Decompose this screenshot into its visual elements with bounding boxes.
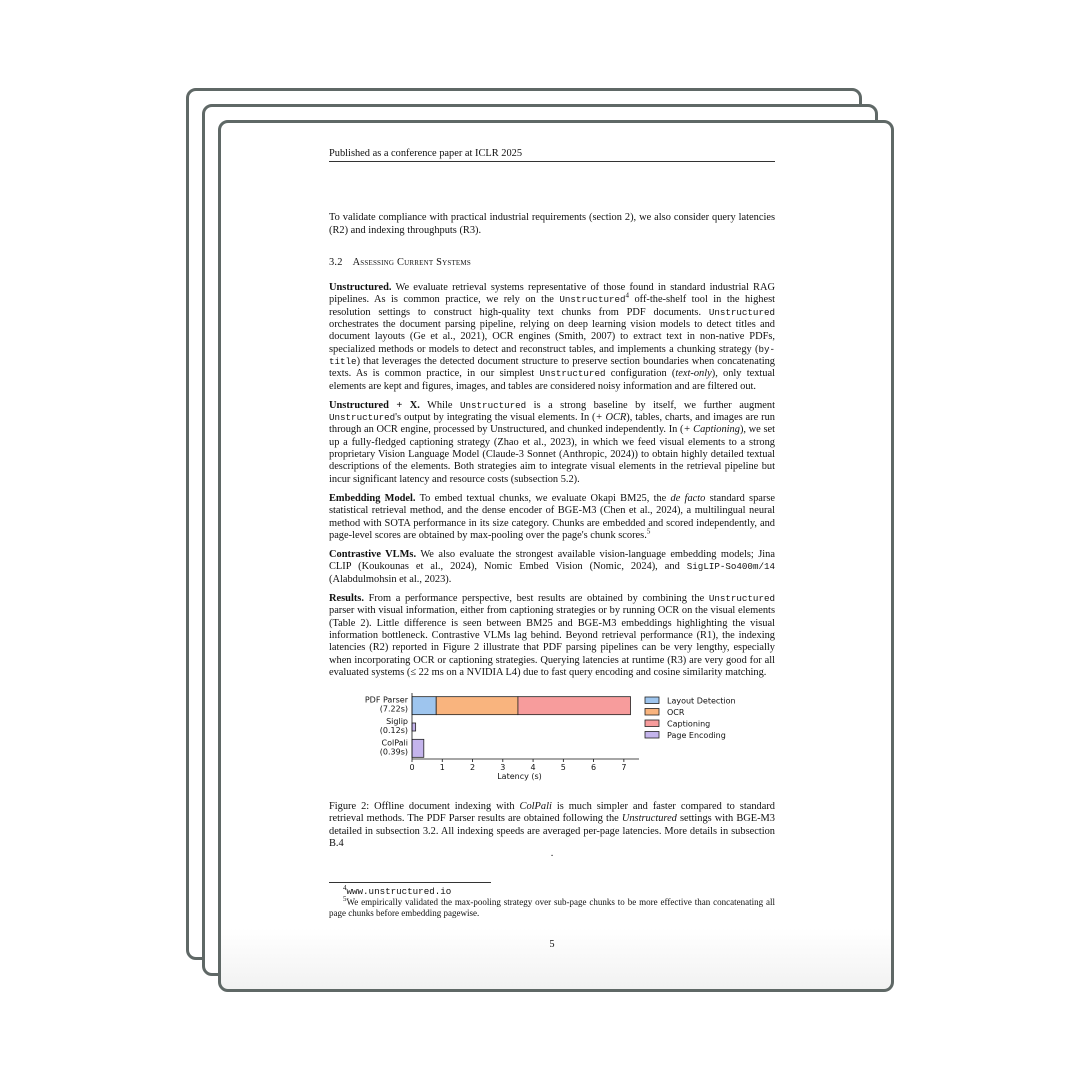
section-title: Assessing Current Systems	[352, 256, 471, 268]
legend-swatch-3	[645, 732, 659, 739]
stray-dot: .	[550, 848, 554, 860]
bar-page-encoding-2	[412, 739, 424, 757]
latency-bar-chart	[329, 693, 775, 793]
category-label-2-1: (0.39s)	[379, 747, 408, 757]
footnote-5: $^5$We empirically validated the max-pooling strategy over sub-page chunks to be more effective than concatenating all page chunks before embedding pagewise.	[329, 895, 775, 919]
category-label-1-0: Siglip	[386, 717, 408, 727]
paragraph-results: Results. From a performance perspective, best results are obtained by combining the Unstructured parser with visual information, either from captioning strategies or by running OCR on the visual elements (Table 2). Little difference is seen between BM25 and BGE-M3 embeddings highlighting the visual information bottleneck. Contrastive VLMs lag behind. Beyond retrieval performance (R1), the indexing latencies (R2) reported in Figure 2 illustrate that PDF parsing pipelines can be very lengthy, especially when incorporating OCR or captioning strategies. Querying latencies at runtime (R3) are very good for all evaluated systems (≤ 22 ms on a NVIDIA L4) due to fast query encoding and cosine similarity matching.	[329, 593, 775, 678]
bar-layout-detection-0	[412, 697, 436, 715]
x-tick-label-0: 0	[409, 763, 415, 773]
section-number: 3.2	[329, 256, 343, 268]
legend-label-1: OCR	[667, 708, 685, 718]
bar-captioning-0	[518, 697, 631, 715]
paragraph-unstructured: Unstructured. We evaluate retrieval systems representative of those found in standard industrial RAG pipelines. As is common practice, we rely on the Unstructured$^4$ off-the-shelf tool in the highest resolution settings to construct high-quality text chunks from PDF documents. Unstructured orchestrates the document parsing pipeline, relying on deep learning vision models to detect titles and document layouts (Ge et al., 2021), OCR engines (Smith, 2007) to extract text in non-native PDFs, specialized methods or models to detect and reconstruct tables, and implements a chunking strategy (by-title) that leverages the detected document structure to preserve section boundaries when concatenating texts. As is common practice, in our simplest Unstructured configuration (text-only), only textual elements are kept and figures, images, and tables are considered noisy information and are filtered out.	[329, 282, 776, 392]
paragraph-unstructured-x: Unstructured + X. While Unstructured is a strong baseline by itself, we further augment Unstructured's output by integrating the visual elements. In (+ OCR), tables, charts, and images are run through an OCR engine, processed by Unstructured, and chunked independently. In (+ Captioning), we set up a fully-fledged captioning strategy (Zhao et al., 2023), in which we feed visual elements to a strong proprietary Vision Language Model (Claude-3 Sonnet (Anthropic, 2024)) to obtain highly detailed textual descriptions of the elements. Both strategies aim to integrate visual elements in the retrieval pipeline but incur significant latency and resource costs (subsection 5.2).	[329, 399, 776, 485]
category-label-0-0: PDF Parser	[364, 695, 408, 705]
footnote-ref: 5	[646, 527, 651, 536]
bar-page-encoding-1	[412, 723, 416, 731]
legend-swatch-2	[645, 720, 659, 727]
legend-swatch-0	[645, 697, 659, 704]
figure-2-chart	[329, 693, 775, 793]
legend-label-2: Captioning	[667, 719, 711, 729]
page-number: 5	[549, 939, 555, 951]
legend-label-3: Page Encoding	[667, 731, 726, 741]
category-label-0-1: (7.22s)	[379, 704, 408, 714]
category-label-1-1: (0.12s)	[379, 726, 408, 736]
paragraph-heading: Unstructured.	[329, 282, 392, 294]
figure-caption: Figure 2: Offline document indexing with ColPali is much simpler and faster compared to standard retrieval methods. The PDF Parser results are obtained following the Unstructured settings with BGE-M3 detailed in subsection 3.2. All indexing speeds are averaged per-page latencies. More details in subsection B.4	[329, 801, 775, 849]
category-label-2-0: ColPali	[381, 738, 408, 748]
x-tick-label-3: 3	[500, 763, 506, 773]
paragraph-heading: Contrastive VLMs.	[329, 549, 417, 561]
paragraph-contrastive-vlms: Contrastive VLMs. We also evaluate the strongest available vision-language embedding models; Jina CLIP (Koukounas et al., 2024), Nomic Embed Vision (Nomic, 2024), and SigLIP-So400m/14 (Alabdulmohsin et al., 2023).	[329, 549, 775, 585]
x-tick-label-1: 1	[439, 763, 445, 773]
paragraph-heading: Embedding Model.	[329, 492, 416, 504]
x-tick-label-2: 2	[469, 763, 476, 773]
paragraph-heading: Results.	[329, 593, 364, 605]
footnote-4: $^4$www.unstructured.io	[343, 884, 452, 898]
x-tick-label-4: 4	[530, 763, 536, 773]
x-tick-label-6: 6	[591, 763, 597, 773]
bar-ocr-0	[436, 697, 518, 715]
running-header: Published as a conference paper at ICLR 2025	[329, 148, 775, 162]
x-tick-label-5: 5	[560, 763, 566, 773]
x-axis-label: Latency (s)	[497, 772, 542, 782]
paragraph-heading: Unstructured + X.	[329, 399, 420, 411]
x-tick-label-7: 7	[621, 763, 627, 773]
section-heading	[329, 257, 775, 269]
legend-swatch-1	[645, 709, 659, 716]
paragraph-embedding-model: Embedding Model. To embed textual chunks, we evaluate Okapi BM25, the de facto standard sparse statistical retrieval method, and the dense encoder of BGE-M3 (Chen et al., 2024), a multilingual neural method with SOTA performance in its size category. Chunks are embedded and scored independently, and page-level scores are obtained by max-pooling over the page's chunk scores.$^5$	[329, 492, 775, 541]
intro-paragraph: To validate compliance with practical industrial requirements (section 2), we also consider query latencies (R2) and indexing throughputs (R3).	[329, 212, 775, 236]
footnote-ref: 4	[625, 292, 630, 301]
page-content	[329, 148, 775, 952]
legend-label-0: Layout Detection	[667, 696, 736, 706]
